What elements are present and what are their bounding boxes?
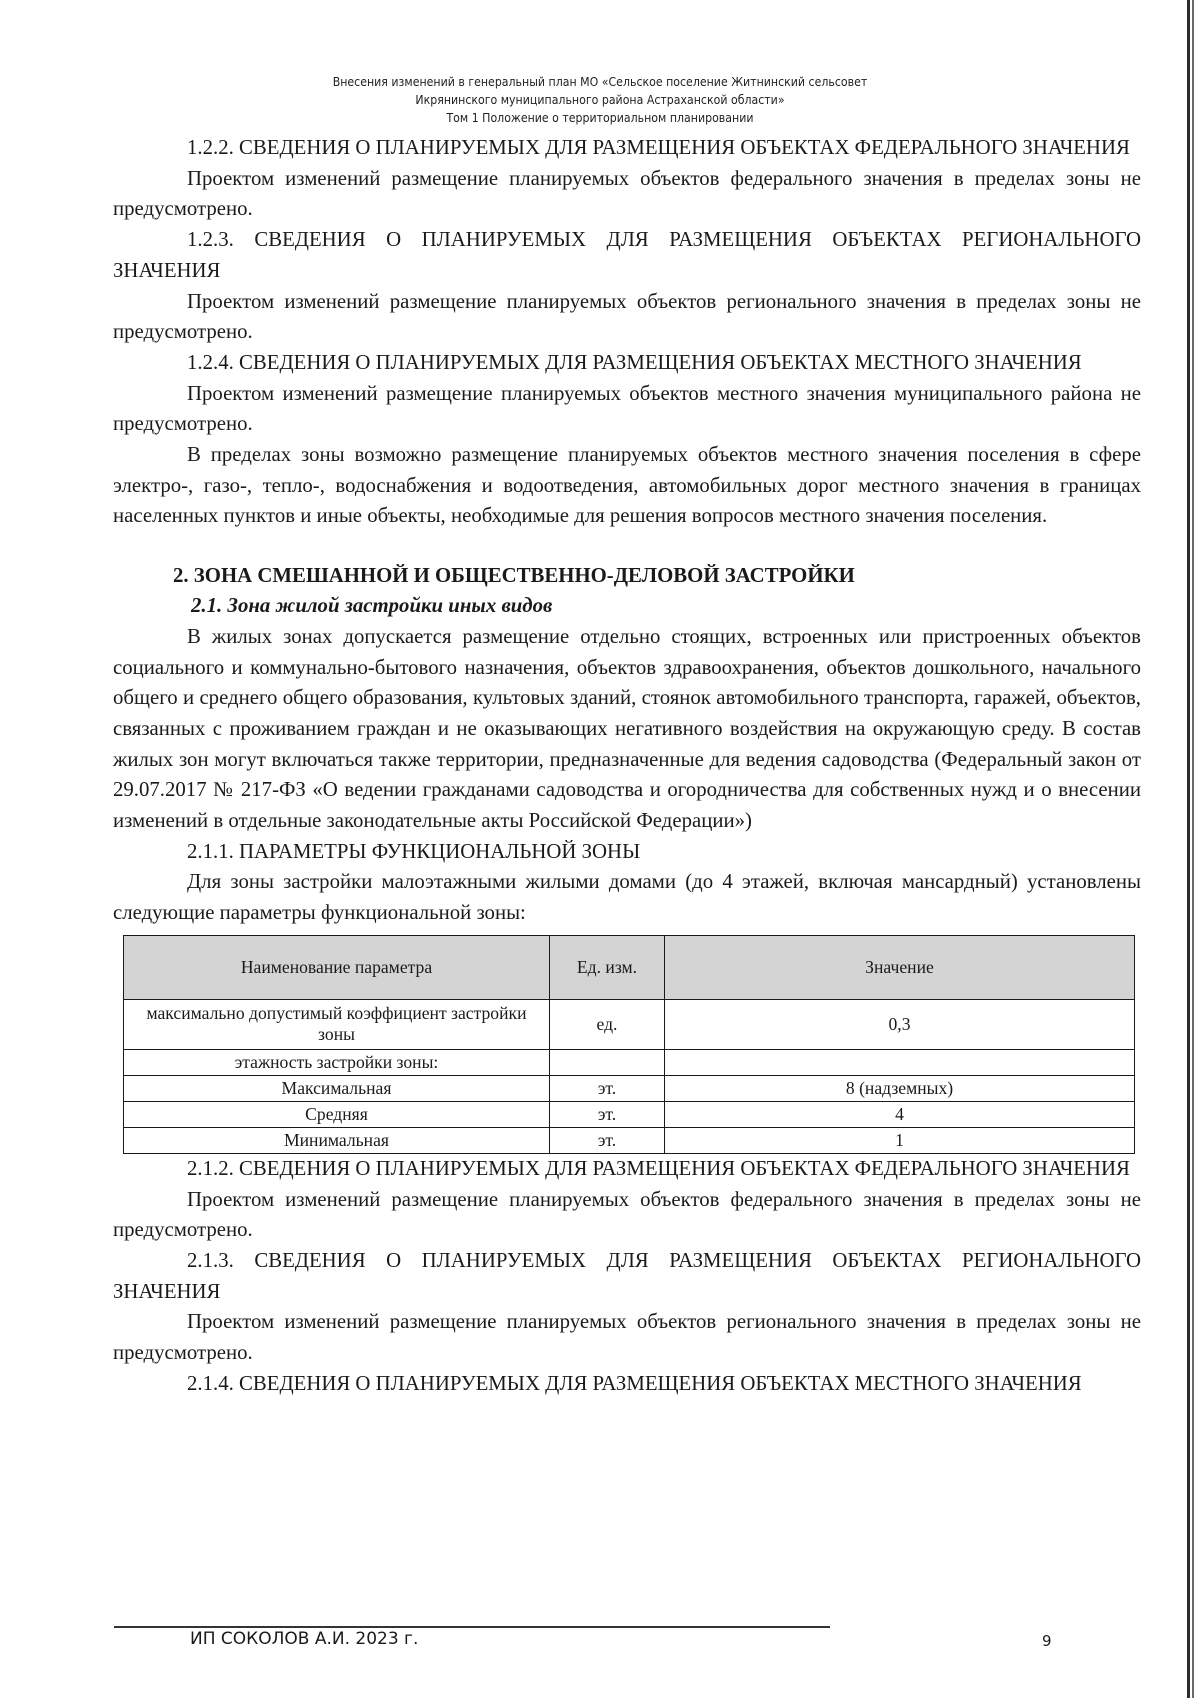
- table-cell-value: 1: [665, 1127, 1135, 1153]
- section-heading-1-2-4: 1.2.4. СВЕДЕНИЯ О ПЛАНИРУЕМЫХ ДЛЯ РАЗМЕЩЕНИЯ ОБЪЕКТАХ МЕСТНОГО ЗНАЧЕНИЯ: [187, 350, 1082, 374]
- section-heading-2-1-3: 2.1.3. СВЕДЕНИЯ О ПЛАНИРУЕМЫХ ДЛЯ РАЗМЕЩЕНИЯ ОБЪЕКТАХ РЕГИОНАЛЬНОГО ЗНАЧЕНИЯ: [113, 1248, 1141, 1303]
- section-text-1-2-3: Проектом изменений размещение планируемых объектов регионального значения в пределах зоны не предусмотрено.: [113, 289, 1141, 344]
- table-cell-unit: эт.: [550, 1127, 665, 1153]
- header-line-3: Том 1 Положение о территориальном планировании: [446, 110, 754, 125]
- table-row: [124, 1075, 1135, 1101]
- section-text-2-1-2: Проектом изменений размещение планируемых объектов федерального значения в пределах зоны не предусмотрено.: [113, 1187, 1141, 1242]
- table-row: [124, 999, 1135, 1049]
- footer-author: ИП СОКОЛОВ А.И. 2023 г.: [190, 1629, 419, 1649]
- table-row: [124, 1049, 1135, 1075]
- parameters-table: [123, 935, 1135, 1154]
- table-header-row: [124, 935, 1135, 999]
- table-cell-parameter: этажность застройки зоны:: [124, 1049, 550, 1075]
- table-cell-parameter: Средняя: [124, 1101, 550, 1127]
- table-cell-value: 0,3: [665, 999, 1135, 1049]
- section-text-1-2-4: Проектом изменений размещение планируемых объектов местного значения муниципального района не предусмотрено.: [113, 381, 1141, 436]
- header-line-2: Икрянинского муниципального района Астраханской области»: [415, 92, 785, 107]
- table-cell-unit: эт.: [550, 1101, 665, 1127]
- section-text-2-1-3: Проектом изменений размещение планируемых объектов регионального значения в пределах зоны не предусмотрено.: [113, 1310, 1141, 1365]
- section-heading-1-2-3: 1.2.3. СВЕДЕНИЯ О ПЛАНИРУЕМЫХ ДЛЯ РАЗМЕЩЕНИЯ ОБЪЕКТАХ РЕГИОНАЛЬНОГО ЗНАЧЕНИЯ: [113, 228, 1141, 282]
- page-number: 9: [1042, 1632, 1052, 1650]
- page-edge: [1187, 0, 1190, 1698]
- table-cell-value: [665, 1049, 1135, 1075]
- footer-rule: [114, 1626, 830, 1628]
- col-header-parameter: Наименование параметра: [124, 935, 550, 999]
- params-heading: 2.1.1. ПАРАМЕТРЫ ФУНКЦИОНАЛЬНОЙ ЗОНЫ: [187, 839, 641, 863]
- section-heading-2-1-2: 2.1.2. СВЕДЕНИЯ О ПЛАНИРУЕМЫХ ДЛЯ РАЗМЕЩЕНИЯ ОБЪЕКТАХ ФЕДЕРАЛЬНОГО ЗНАЧЕНИЯ: [187, 1156, 1130, 1180]
- section-heading-1-2-2: 1.2.2. СВЕДЕНИЯ О ПЛАНИРУЕМЫХ ДЛЯ РАЗМЕЩЕНИЯ ОБЪЕКТАХ ФЕДЕРАЛЬНОГО ЗНАЧЕНИЯ: [187, 136, 1130, 159]
- table-row: [124, 1127, 1135, 1153]
- table-cell-parameter: максимально допустимый коэффициент застройки зоны: [124, 999, 550, 1049]
- section-2-title: 2. ЗОНА СМЕШАННОЙ И ОБЩЕСТВЕННО-ДЕЛОВОЙ ЗАСТРОЙКИ: [173, 564, 855, 588]
- col-header-value: Значение: [665, 935, 1135, 999]
- section-2-1-subtitle: 2.1. Зона жилой застройки иных видов: [191, 594, 553, 618]
- local-objects-paragraph: В пределах зоны возможно размещение планируемых объектов местного значения поселения в сфере электро-, газо-, тепло-, водоснабжения и водоотведения, автомобильных дорог местного значения в границах населенных пунктов и иные объекты, необходимые для решения вопросов местного значения поселения.: [113, 443, 1141, 528]
- page-edge-shadow: [1192, 0, 1194, 1698]
- table-cell-unit: [550, 1049, 665, 1075]
- table-cell-unit: ед.: [550, 999, 665, 1049]
- section-heading-2-1-4: 2.1.4. СВЕДЕНИЯ О ПЛАНИРУЕМЫХ ДЛЯ РАЗМЕЩЕНИЯ ОБЪЕКТАХ МЕСТНОГО ЗНАЧЕНИЯ: [187, 1371, 1082, 1395]
- table-cell-parameter: Минимальная: [124, 1127, 550, 1153]
- document-body: [113, 133, 1141, 1400]
- table-cell-parameter: Максимальная: [124, 1075, 550, 1101]
- running-header: [0, 73, 1200, 127]
- table-cell-unit: эт.: [550, 1075, 665, 1101]
- table-row: [124, 1101, 1135, 1127]
- params-intro: Для зоны застройки малоэтажными жилыми домами (до 4 этажей, включая мансардный) установлены следующие параметры функциональной зоны:: [113, 870, 1141, 925]
- col-header-unit: Ед. изм.: [550, 935, 665, 999]
- section-2-1-paragraph: В жилых зонах допускается размещение отдельно стоящих, встроенных или пристроенных объектов социального и коммунально-бытового назначения, объектов здравоохранения, объектов дошкольного, начального общего и среднего общего образования, культовых зданий, стоянок автомобильного транспорта, гаражей, объектов, связанных с проживанием граждан и не оказывающих негативного воздействия на окружающую среду. В состав жилых зон могут включаться также территории, предназначенные для ведения садоводства (Федеральный закон от 29.07.2017 № 217-ФЗ «О ведении гражданами садоводства и огородничества для собственных нужд и о внесении изменений в отдельные законодательные акты Российской Федерации»): [113, 624, 1141, 833]
- header-line-1: Внесения изменений в генеральный план МО «Сельское поселение Житнинский сельсовет: [332, 74, 868, 89]
- table-cell-value: 4: [665, 1101, 1135, 1127]
- section-text-1-2-2: Проектом изменений размещение планируемых объектов федерального значения в пределах зоны не предусмотрено.: [113, 166, 1141, 221]
- table-cell-value: 8 (надземных): [665, 1075, 1135, 1101]
